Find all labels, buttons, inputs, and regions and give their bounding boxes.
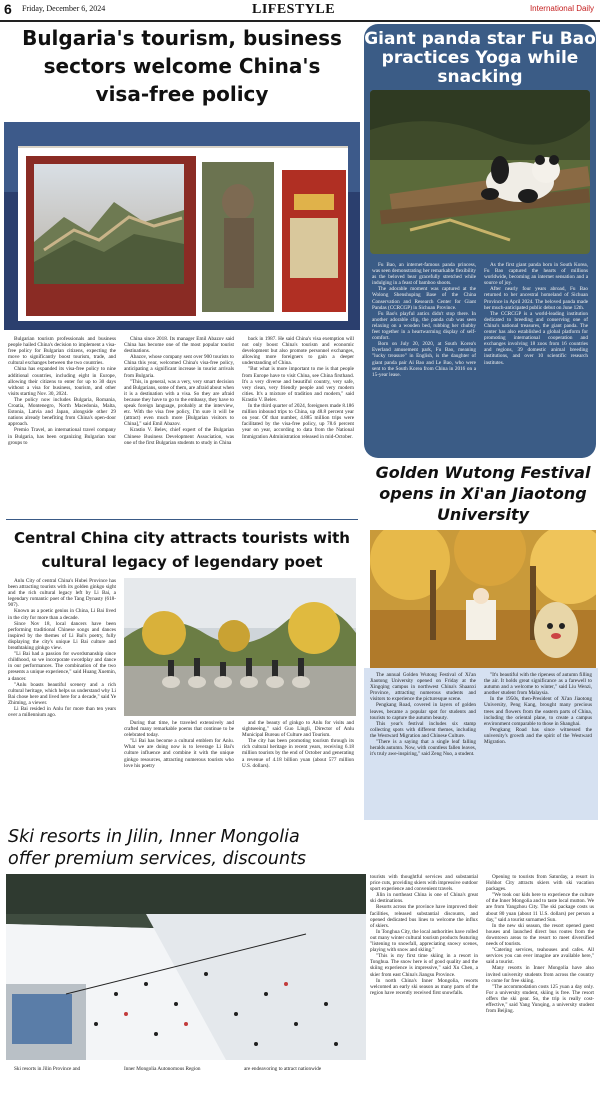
paragraph: As the first giant panda born in South Korea, Fu Bao captured the hearts of millions worldwide, becoming an internet sensation and a source of joy. — [484, 262, 588, 287]
paragraph: "There is a saying that a single leaf falling heralds autumn. Now, with countless fallen leaves, it's truly awe-inspiring," said Zeng Nuo, a student. — [370, 739, 476, 758]
paragraph: In the 1950s, then-President of Xi'an Jiaotong University, Peng Kang, brought many precious trees and flowers from the eastern parts of China, including the oriental plane, to create a campus environment comparable to those in Shanghai. — [484, 696, 592, 727]
paragraph: Bulgarian tourism professionals and business people hailed China's decision to implement a visa-free policy for Bulgarian citizens, expecting the move to significantly boost tourism, trade, and cultural exchanges between the two countries. — [8, 336, 116, 367]
paragraph: Resorts across the province have improved their facilities, released substantial discounts, and opened dedicated bus lines to welcome the influx of skiers. — [370, 904, 478, 929]
golden-photo — [370, 530, 596, 668]
paragraph: Krastio V. Belev, chief expert of the Bulgarian Chinese Business Development Association, was one of the first Bulgarian students to study in China — [124, 427, 234, 446]
brand-name: International Daily — [529, 4, 594, 13]
paragraph: "Catering services, teahouses and cafes. All services you can ever imagine are available here," said a tourist. — [486, 947, 594, 966]
panda-headline-line: practices Yoga while — [381, 48, 579, 68]
paragraph: Abazov, whose company sent over 900 tourists to China this year, welcomed China's visa-free policy, anticipating a significant increase in tourist arrivals from Bulgaria. — [124, 354, 234, 379]
paragraph: During that time, he traveled extensively and crafted many remarkable poems that continue to be celebrated today. — [124, 720, 234, 739]
golden-photo-art — [370, 530, 596, 668]
central-photo — [124, 578, 356, 716]
paragraph: "We took our kids here to experience the culture of the Inner Mongolia and to taste local mutton. We are from Yangzhou City. The ski package costs us about 80 yuan (about 11 U.S. dollars) per person a day," said a tourist surnamed Sun. — [486, 892, 594, 923]
golden-headline — [370, 462, 596, 525]
bulgaria-col1 — [8, 336, 116, 446]
panda-photo — [370, 90, 590, 254]
paragraph: Fu Bao's playful antics didn't stop there. In another adorable clip, the panda cub was seen relaxing on a wooden bed, rubbing her chubby feet together in a heartwarming display of self-comfort. — [372, 310, 476, 342]
paragraph: In the new ski season, the resort opened guest houses and launched direct bus routes from the downtown areas to the resort to meet diversified needs of tourists. — [486, 922, 594, 948]
ski-photo-art — [6, 874, 366, 1060]
panda-headline — [364, 30, 596, 87]
golden-col2 — [484, 672, 592, 745]
paragraph: This year's festival includes six stamp collecting spots with different themes, including the Westward Migration and Chinese Culture. — [370, 720, 476, 739]
paragraph: Premio Travel, an international travel company in Bulgaria, has been organizing Bulgarian tour groups to — [8, 427, 116, 446]
paragraph: The annual Golden Wutong Festival of Xi'an Jiaotong University opened on Friday at the Xingqing campus in northwest China's Shaanxi Province, attracting numerous students and visitors to experience the picturesque scene. — [370, 672, 476, 703]
section-name: LIFESTYLE — [252, 2, 336, 17]
paragraph: Since Nov 18, local dancers have been performing traditional Chinese songs and dances inspired by the themes of Li Bai's poetry, fully displaying the city's unique Li Bai culture and breathtaking ginkgo view. — [8, 620, 116, 652]
paragraph: In north China's Inner Mongolia, resorts welcomed an early ski season as many parts of the region have recently received first snowfalls. — [370, 977, 478, 996]
paragraph: The adorable moment was captured at the Wolong Shenshuping Base of the China Conservation and Research Center for Giant Pandas (CCRCGP) in Sichuan Province. — [372, 286, 476, 311]
paragraph: "This is my first time skiing in a resort in Tonghua. The snow here is of good quality and the skiing experience is impressive," said Xu Chen, a skier from east China's Jiangsu Province. — [370, 953, 478, 978]
golden-article-box — [364, 668, 598, 820]
paragraph: "But what is more important to me is that people from Europe have to visit China, see China firsthand. It's a very diverse and beautiful country, very safe, very clean, very friendly people and very modern cities. It's a mixture of tradition and modern," said Krastio V. Belev. — [242, 366, 354, 403]
paragraph: and the beauty of ginkgo to Anlu for visits and sightseeing," said Guo Lingli, Director of Anlu Municipal Bureau of Culture and Tourism. — [242, 720, 354, 739]
panda-headline-line: snacking — [437, 67, 523, 87]
paragraph: Pengkang Road, covered in layers of golden leaves, became a popular spot for students and tourists to capture the autumn beauty. — [370, 702, 476, 721]
ski-headline — [8, 826, 596, 870]
paragraph: The CCRCGP is a world-leading institution dedicated to breeding and conserving one of China's national treasures, the giant panda. The center has also established a global platform for promoting international cooperation and exchanges involving 18 zoos from 16 countries and regions, 39 domestic animal breeding institutions, and over 10 scientific research institutes. — [484, 310, 588, 366]
central-headline-line: Central China city attracts tourists with — [14, 529, 350, 547]
bulgaria-photo — [4, 122, 360, 330]
golden-headline-line: opens in Xi'an Jiaotong — [379, 484, 587, 503]
paragraph: Many resorts in Inner Mongolia have also invited university students from across the country to come for free skiing. — [486, 965, 594, 984]
paragraph: "Li Bai has become a cultural emblem for Anlu. What we are doing now is to leverage Li Bai's culture influence and combine it with the unique ginkgo resources, attracting numerous tourists who love his poetry — [124, 738, 234, 769]
paragraph: tourists with thoughtful services and substantial price cuts, providing skiers with impressive outdoor sport experience and convenient travels. — [370, 874, 478, 893]
paragraph: "The accommodation costs 125 yuan a day only. For a university student, skiing is free. The resort offers the ski gear. So, the trip is really cost-effective," said Yang Yunqing, a university student from Beijing. — [486, 983, 594, 1015]
paragraph: "Li Bai had a passion for swordsmanship since childhood, so we incorporate swordplay and dance in our performances. The combination of the two presents a unique experience," said Huang Xuemin, a dancer. — [8, 651, 116, 682]
paragraph: Known as a poetic genius in China, Li Bai lived in the city for more than a decade. — [8, 608, 116, 621]
paragraph: "It's beautiful with the ripeness of autumn filling the air. It holds great significance as a farewell to autumn and a welcome to winter," said Liu Wenzi, another student from Malaysia. — [484, 672, 592, 697]
paragraph: The city has been promoting tourism through its rich cultural heritage in recent years, receiving 6.18 million tourists by the end of October and generating a revenue of 4.18 billion yuan (about 577 million U.S. dollars). — [242, 738, 354, 769]
bulgaria-headline — [8, 24, 356, 108]
central-col1 — [8, 578, 116, 718]
paragraph: China has expanded its visa-free policy to nine additional countries, including eight in Europe, allowing their citizens to enter for up to 30 days without a visa for business, tourism, and other visits starting Nov. 30, 2024. — [8, 366, 116, 397]
bulgaria-col2 — [124, 336, 234, 446]
bulgaria-headline-line: visa-free policy — [95, 82, 269, 106]
paragraph: Fu Bao, an internet-famous panda princess, was seen demonstrating her remarkable flexibility as the beloved bear gracefully stretched while indulging in a feast of bamboo shoots. — [372, 262, 476, 287]
ski-col4 — [370, 874, 478, 996]
ski-headline-line: offer premium services, discounts — [8, 849, 307, 869]
central-col2 — [124, 720, 234, 769]
paragraph: In the third quarter of 2024, foreigners made 8.186 million inbound trips to China, up 48.8 percent year on year. Of that number, 4.885 million trips were facilitated by the visa-free policy, up 78.6 percent year on year, according to data from the National Immigration Administration released in mid-October. — [242, 403, 354, 440]
panda-col2 — [484, 262, 588, 366]
golden-headline-line: Golden Wutong Festival — [375, 463, 591, 482]
panda-col1 — [372, 262, 476, 378]
paragraph: Opening to tourists from Saturday, a resort in Hohhot City attracts skiers with ski vacation packages. — [486, 874, 594, 893]
paragraph: The policy now includes Bulgaria, Romania, Croatia, Montenegro, North Macedonia, Malta, Estonia, Latvia and Japan, alongside other 29 nations already benefiting from China's open-door approach. — [8, 396, 116, 428]
ski-photo — [6, 874, 366, 1060]
panda-photo-art — [370, 90, 590, 254]
paragraph: Inner Mongolia Autonomous Region — [124, 1066, 201, 1072]
bulgaria-headline-line: sectors welcome China's — [43, 54, 321, 78]
golden-col1 — [370, 672, 476, 757]
paragraph: "This, in general, was a very, very smart decision and Bulgarians, some of them, are afraid about when it is a destination with a visa. So they are afraid because they have to go to the embassy, they have to speak foreign language, probably at the interview, etc. With the visa free policy, I'm sure it will be (attract) even much more [Bulgarian visitors to China]," said Emil Abazov. — [124, 378, 234, 428]
panda-headline-line: Giant panda star Fu Bao — [364, 29, 596, 49]
paragraph: In Tonghua City, the local authorities have rolled out many winter cultural tourism products featuring "listening to snowfall, appreciating snowy scenes, playing with snow and skiing." — [370, 928, 478, 954]
ski-under-col3 — [244, 1066, 356, 1072]
paragraph: Born on July 20, 2020, at South Korea's Everland amusement park, Fu Bao, meaning "lucky treasure" in English, is the daughter of giant panda pair Ai Bao and Le Bao, who were sent to the South Korea from China in 2016 on a 15-year lease. — [372, 341, 476, 378]
paragraph: Pengkang Road has since witnessed the university's growth and the spirit of the Westward Migration. — [484, 726, 592, 746]
paragraph: Jilin in northeast China is one of China's great ski destinations. — [370, 892, 478, 905]
ski-headline-line: Ski resorts in Jilin, Inner Mongolia — [8, 827, 300, 847]
ski-under-col1 — [8, 1066, 120, 1072]
ski-col5 — [486, 874, 594, 1014]
panda-article-box — [364, 24, 596, 458]
page-header — [0, 0, 600, 22]
paragraph: Ski resorts in Jilin Province and — [14, 1066, 81, 1072]
central-headline — [6, 526, 358, 574]
paragraph: China since 2018. Its manager Emil Abazov said China has become one of the most popular tourist destinations. — [124, 336, 234, 355]
bulgaria-photo-art — [4, 122, 360, 330]
paragraph: "Anlu boasts beautiful scenery and a rich cultural heritage, which helps us understand why Li Bai chose here and lived here for a decade," said Ye Zhiming, a viewer. — [8, 681, 116, 706]
central-col3 — [242, 720, 354, 769]
golden-headline-line: University — [436, 505, 530, 524]
page-date: Friday, December 6, 2024 — [22, 4, 106, 13]
paragraph: back in 1987. He said China's visa exemption will not only boost China's tourism and economic development but also promote personnel exchanges, allowing more foreigners to gain a deeper understanding of China. — [242, 336, 354, 367]
page-number: 6 — [4, 1, 12, 17]
section-divider — [6, 519, 358, 520]
paragraph: Anlu City of central China's Hubei Province has been attracting tourists with its golden ginkgo sight and the rich cultural legacy left by Li Bai, a legendary romantic poet of the Tang Dynasty (618-907). — [8, 578, 116, 609]
paragraph: are endeavoring to attract nationwide — [244, 1066, 322, 1072]
paragraph: Li Bai resided in Anlu for more than ten years over a millennium ago. — [8, 705, 116, 719]
central-headline-line: cultural legacy of legendary poet — [41, 553, 323, 571]
central-photo-art — [124, 578, 356, 716]
paragraph: After nearly four years abroad, Fu Bao returned to her ancestral homeland of Sichuan Province in April 2024. The beloved panda made her much-anticipated public debut on June 12th. — [484, 286, 588, 311]
ski-under-col2 — [124, 1066, 236, 1072]
bulgaria-col3 — [242, 336, 354, 440]
bulgaria-headline-line: Bulgaria's tourism, business — [22, 26, 342, 50]
